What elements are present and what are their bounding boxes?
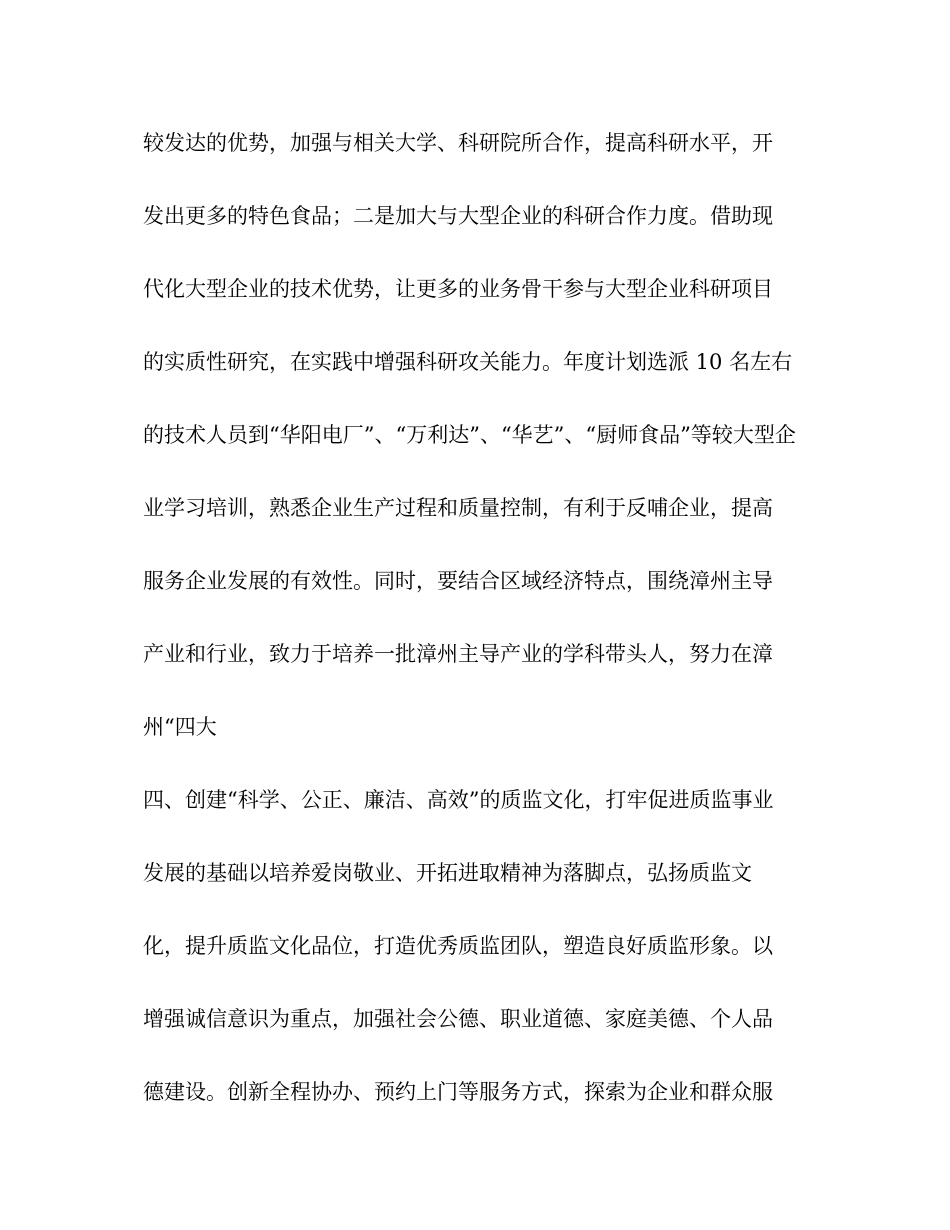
text-line: 德建设。创新全程协办、预约上门等服务方式，探索为企业和群众服 <box>143 1080 773 1104</box>
text-line: 代化大型企业的技术优势，让更多的业务骨干参与大型企业科研项目 <box>143 277 773 301</box>
text-line: 的技术人员到“华阳电厂”、“万利达”、“华艺”、“厨师食品”等较大型企 <box>143 423 796 447</box>
text-line: 业学习培训，熟悉企业生产过程和质量控制，有利于反哺企业，提高 <box>143 496 773 520</box>
text-line: 增强诚信意识为重点，加强社会公德、职业道德、家庭美德、个人品 <box>143 1007 773 1031</box>
section-heading-line: 四、创建“科学、公正、廉洁、高效”的质监文化，打牢促进质监事业 <box>143 788 774 812</box>
text-line: 的实质性研究，在实践中增强科研攻关能力。年度计划选派 10 名左右 <box>143 350 793 374</box>
text-line: 化，提升质监文化品位，打造优秀质监团队，塑造良好质监形象。以 <box>143 934 773 958</box>
text-line: 州“四大 <box>143 715 217 739</box>
text-line: 发出更多的特色食品；二是加大与大型企业的科研合作力度。借助现 <box>143 204 773 228</box>
text-line: 产业和行业，致力于培养一批漳州主导产业的学科带头人，努力在漳 <box>143 642 773 666</box>
text-line: 服务企业发展的有效性。同时，要结合区域经济特点，围绕漳州主导 <box>143 569 773 593</box>
text-line: 发展的基础以培养爱岗敬业、开拓进取精神为落脚点，弘扬质监文 <box>143 861 752 885</box>
text-line: 较发达的优势，加强与相关大学、科研院所合作，提高科研水平，开 <box>143 131 773 155</box>
